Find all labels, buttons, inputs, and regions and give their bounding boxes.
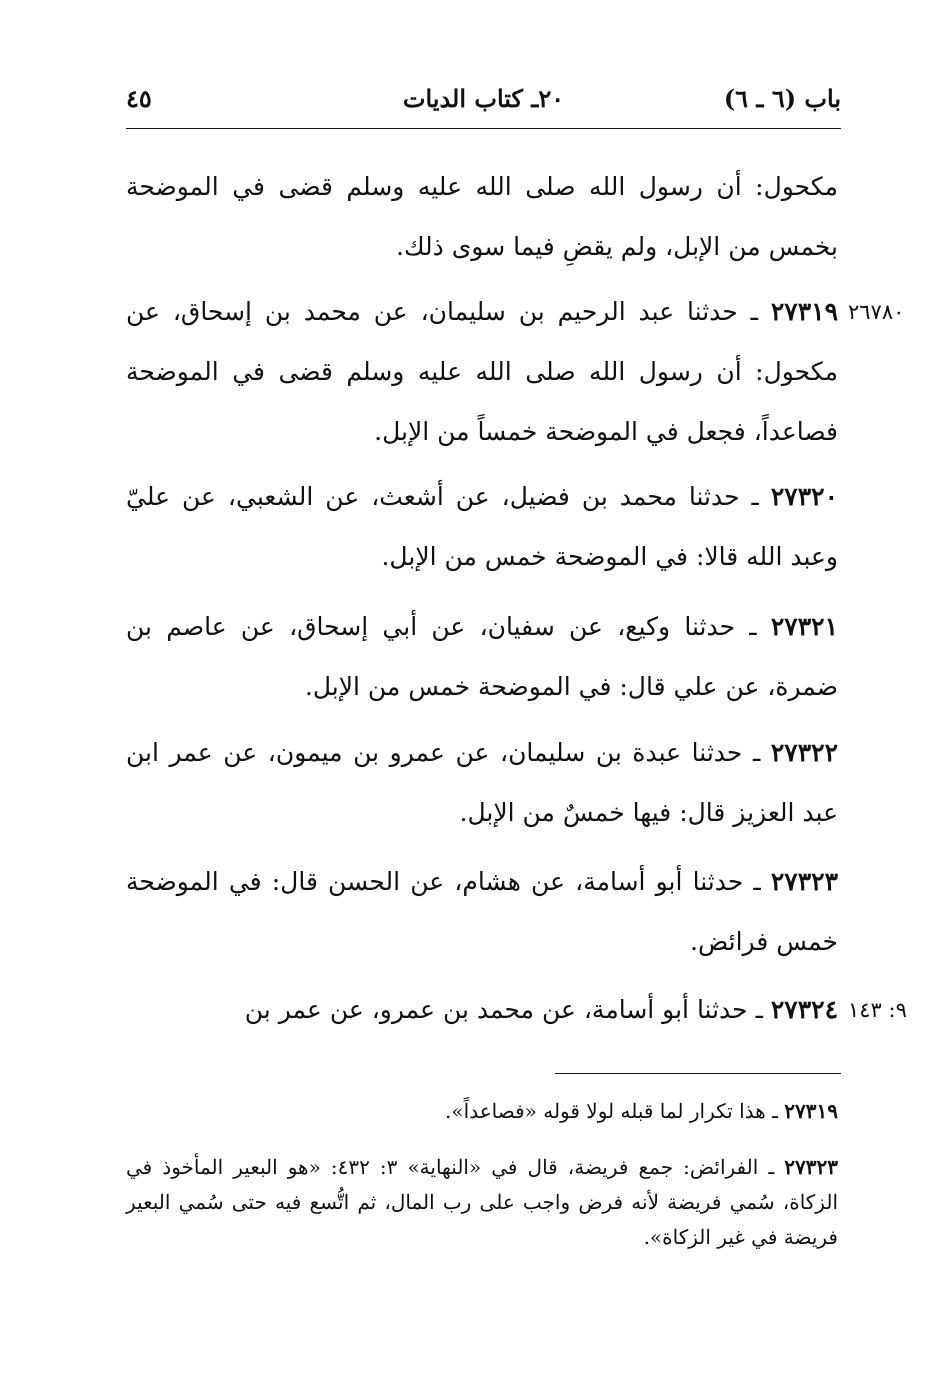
hadith-text: ـ حدثنا أبو أسامة، عن هشام، عن الحسن قال: في الموضحة خمس فرائض. [126,867,838,956]
page-number: ٤٥ [126,84,152,113]
hadith-number: ٢٧٣٢٣ [770,867,838,896]
hadith-number: ٢٧٣٢٢ [770,738,838,767]
paragraph-continuation [126,157,838,277]
footnote-number: ٢٧٣٢٣ [784,1155,838,1179]
hadith-number: ٢٧٣٢٤ [770,995,838,1024]
hadith-text: ـ حدثنا وكيع، عن سفيان، عن أبي إسحاق، عن عاصم بن ضمرة، عن علي قال: في الموضحة خمس من الإبل. [126,612,838,701]
hadith-27321 [126,597,838,717]
hadith-text: ـ حدثنا محمد بن فضيل، عن أشعث، عن الشعبي، عن عليّ وعبد الله قالا: في الموضحة خمس من الإبل. [126,482,838,571]
header-divider [126,128,841,129]
book-title: ٢٠ـ كتاب الديات [402,84,565,113]
margin-reference: ٩: ١٤٣ [848,998,907,1022]
page-header [126,84,841,124]
hadith-number: ٢٧٣١٩ [770,297,838,326]
hadith-27322 [126,723,838,843]
hadith-27319 [126,282,838,462]
paragraph-text: مكحول: أن رسول الله صلى الله عليه وسلم قضى في الموضحة بخمس من الإبل، ولم يقضِ فيما سوى ذلك. [126,172,838,261]
hadith-text: ـ حدثنا أبو أسامة، عن محمد بن عمرو، عن عمر بن [244,995,771,1024]
margin-reference: ٢٦٧٨٠ [848,300,905,324]
footnote-27323 [126,1150,838,1255]
chapter-heading: باب (٦ ـ ٦) [723,84,841,113]
hadith-27324 [126,980,838,1040]
footnote-text: ـ هذا تكرار لما قبله لولا قوله «فصاعداً». [445,1099,785,1123]
footnote-divider [555,1073,841,1074]
footnote-number: ٢٧٣١٩ [784,1099,838,1123]
footnote-27319 [126,1094,838,1129]
hadith-27320 [126,467,838,587]
hadith-text: ـ حدثنا عبد الرحيم بن سليمان، عن محمد بن إسحاق، عن مكحول: أن رسول الله صلى الله عليه وسلم قضى في الموضحة فصاعداً، فجعل في الموضحة خمساً من الإبل. [126,297,838,446]
hadith-text: ـ حدثنا عبدة بن سليمان، عن عمرو بن ميمون، عن عمر ابن عبد العزيز قال: فيها خمسٌ من الإبل. [126,738,838,827]
hadith-number: ٢٧٣٢٠ [770,482,838,511]
footnote-text: ـ الفرائض: جمع فريضة، قال في «النهاية» ٣: ٤٣٢: «هو البعير المأخوذ في الزكاة، سُمي فريضة لأنه فرض واجب على رب المال، ثم اتُّسع فيه حتى سُمي البعير فريضة في غير الزكاة». [126,1155,838,1249]
hadith-27323 [126,852,838,972]
hadith-number: ٢٧٣٢١ [770,612,838,641]
